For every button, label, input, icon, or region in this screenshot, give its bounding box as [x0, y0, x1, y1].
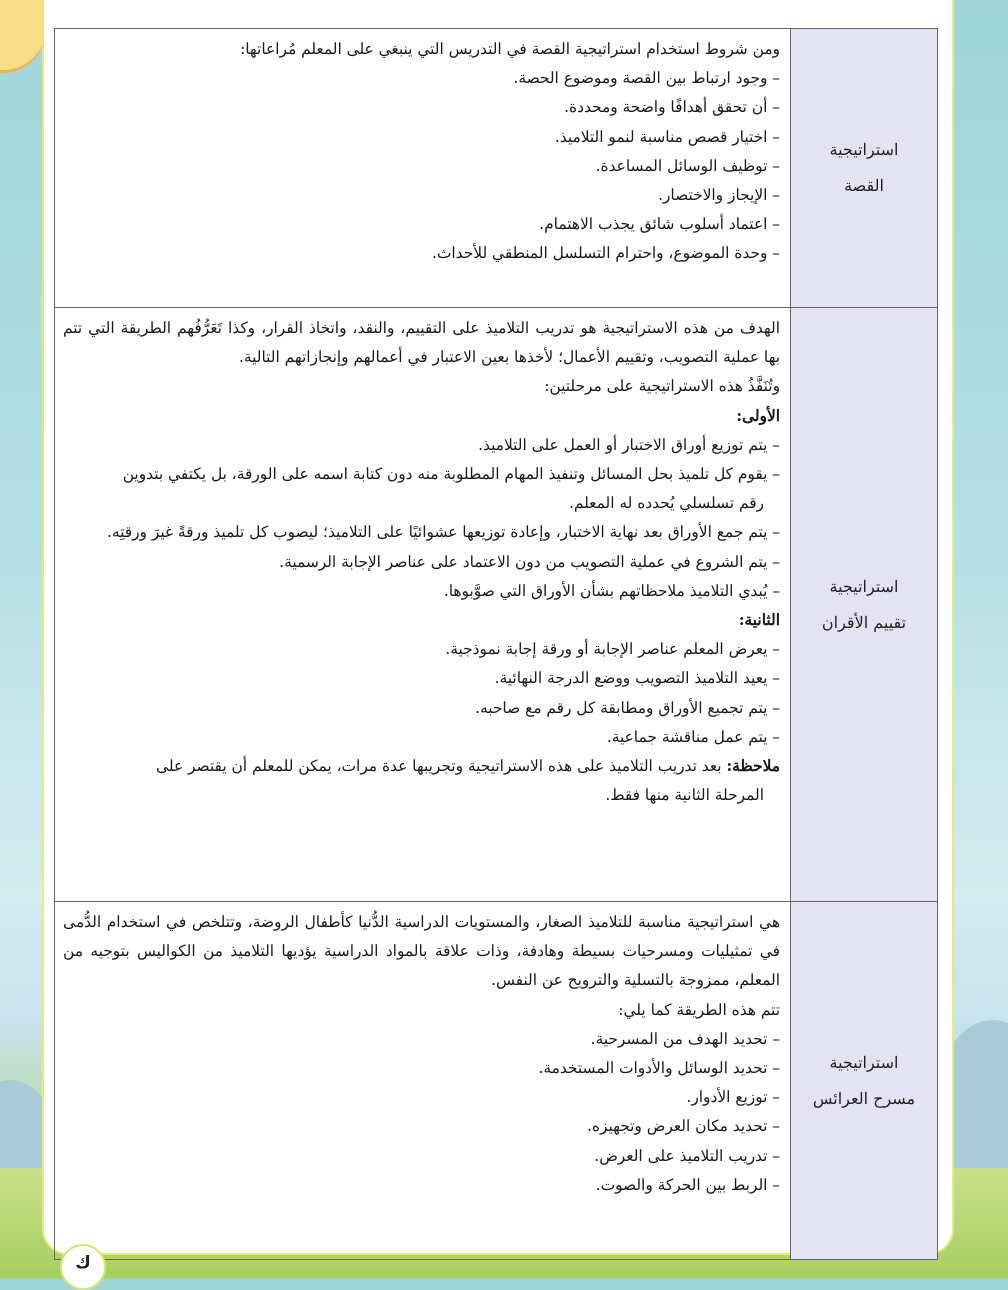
puppet-theater-definition-paragraph: هي استراتيجية مناسبة للتلاميذ الصغار، والمستويات الدراسية الدُّنيا كأطفال الروضة، وتتلخص في استخدام الدُّمى في تمثيليات ومسرحيات بسيطة وهادفة، وذات علاقة بالمواد الدراسية يؤديها التلاميذ من الكواليس بتوجيه من المعلم، ممزوجة بالتسلية والترويح عن النفس. [63, 913, 780, 990]
strategy-label-line1: استراتيجية [829, 140, 899, 159]
list-item: – يُبدي التلاميذ ملاحظاتهم بشأن الأوراق التي صوَّبوها. [443, 581, 780, 600]
strategy-label-cell [791, 29, 938, 308]
list-item: – اختيار قصص مناسبة لنمو التلاميذ. [554, 127, 780, 146]
list-item: – يتم الشروع في عملية التصويب من دون الاعتماد على عناصر الإجابة الرسمية. [279, 552, 780, 571]
list-item-continuation: رقم تسلسلي يُحدده له المعلم. [568, 494, 764, 513]
strategy-label-cell [791, 902, 938, 1260]
strategy-label-line1: استراتيجية [829, 576, 899, 596]
strategy-content-cell [55, 902, 791, 1260]
strategy-label-cell [791, 308, 938, 902]
stage2-title: الثانية: [738, 611, 780, 630]
list-item: – يتم جمع الأوراق بعد نهاية الاختبار، وإعادة توزيعها عشوائيًا على التلاميذ؛ ليصوب كل تلميذ ورقةً غيرَ ورقتِه. [106, 523, 780, 542]
strategy-label-line1: استراتيجية [829, 1052, 899, 1072]
table-row-puppet-theater-strategy [55, 902, 938, 1260]
list-item: – توظيف الوسائل المساعدة. [595, 156, 780, 175]
stages-intro: وتُنَفَّذُ هذه الاستراتيجية على مرحلتين: [544, 377, 780, 396]
list-item: – يتم عمل مناقشة جماعية. [606, 727, 780, 746]
note-continuation: المرحلة الثانية منها فقط. [605, 786, 764, 805]
steps-intro: تتم هذه الطريقة كما يلي: [618, 1000, 780, 1019]
background-sun-decoration [0, 0, 48, 73]
list-item: – توزيع الأدوار. [686, 1088, 780, 1107]
note-label: ملاحظة: [726, 757, 780, 776]
strategy-content-cell [55, 29, 791, 308]
list-item: – تحديد الهدف من المسرحية. [590, 1029, 780, 1048]
list-item: – تحديد الوسائل والأدوات المستخدمة. [538, 1059, 780, 1078]
stage1-title: الأولى: [736, 406, 780, 425]
strategy-label-line2: تقييم الأقران [821, 612, 907, 632]
table-row-peer-assessment-strategy [55, 308, 938, 902]
list-item: – يعرض المعلم عناصر الإجابة أو ورقة إجابة نموذجية. [445, 640, 780, 659]
list-item: – تحديد مكان العرض وتجهيزه. [587, 1117, 780, 1136]
list-item: – الربط بين الحركة والصوت. [595, 1175, 780, 1194]
table-row-story-strategy [55, 29, 938, 308]
list-item: – يعيد التلاميذ التصويب ووضع الدرجة النهائية. [494, 669, 780, 688]
peer-assessment-goal-paragraph: الهدف من هذه الاستراتيجية هو تدريب التلاميذ على التقييم، والنقد، واتخاذ القرار، وكذا تَعَرُّفُهم الطريقة التي تتم بها عملية التصويب، وتقييم الأعمال؛ لأخذها بعين الاعتبار في أعمالهم وإنجازاتهم التالية. [63, 319, 780, 367]
list-item: – يتم توزيع أوراق الاختبار أو العمل على التلاميذ. [478, 435, 780, 454]
strategy-label-line2: القصة [844, 176, 884, 195]
list-item: – وجود ارتباط بين القصة وموضوع الحصة. [513, 69, 780, 88]
list-item: – اعتماد أسلوب شائق يجذب الاهتمام. [539, 215, 780, 234]
strategies-table [54, 28, 938, 1260]
strategy-label-line2: مسرح العرائس [812, 1088, 916, 1108]
list-item: – يتم تجميع الأوراق ومطابقة كل رقم مع صاحبه. [475, 698, 780, 717]
list-item: – أن تحقق أهدافًا واضحة ومحددة. [564, 98, 780, 117]
note-text: بعد تدريب التلاميذ على هذه الاستراتيجية وتجريبها عدة مرات، يمكن للمعلم أن يقتصر على [156, 757, 727, 776]
note [63, 752, 780, 781]
list-item: – وحدة الموضوع، واحترام التسلسل المنطقي للأحداث. [432, 244, 780, 263]
story-conditions-intro: ومن شروط استخدام استراتيجية القصة في التدريس التي ينبغي على المعلم مُراعاتها: [240, 40, 780, 58]
page-number-badge: ك [60, 1244, 106, 1290]
strategy-content-cell [55, 308, 791, 902]
list-item: – يقوم كل تلميذ بحل المسائل وتنفيذ المهام المطلوبة منه دون كتابة اسمه على الورقة، بل يكتفي بتدوين [122, 465, 780, 484]
list-item: – تدريب التلاميذ على العرض. [594, 1146, 780, 1165]
list-item: – الإيجاز والاختصار. [658, 186, 780, 205]
